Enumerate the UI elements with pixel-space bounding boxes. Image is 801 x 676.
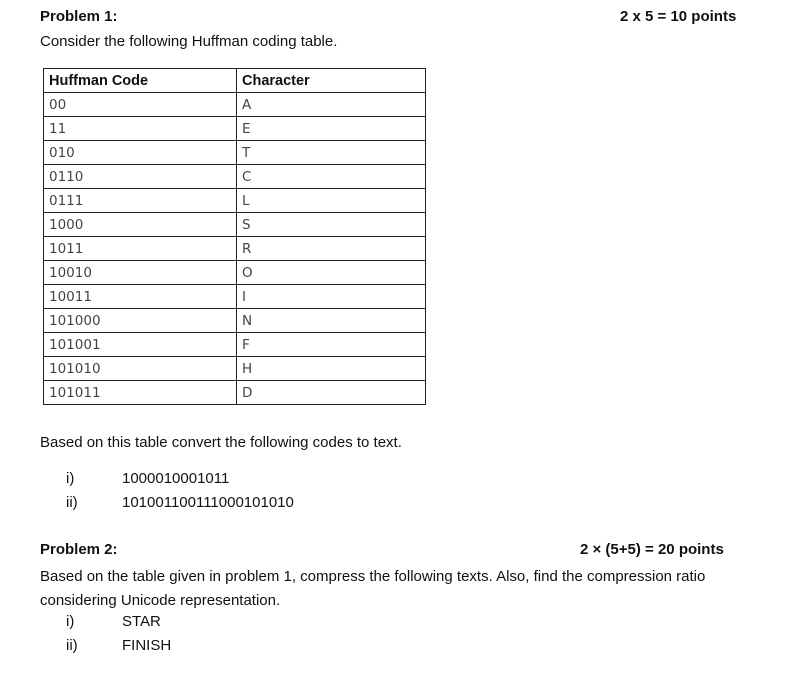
character-cell: F: [237, 333, 426, 357]
character-cell: T: [237, 141, 426, 165]
code-cell: 1000: [44, 213, 237, 237]
problem2-points: 2 × (5+5) = 20 points: [580, 541, 724, 558]
table-row: [44, 165, 426, 189]
table-row: [44, 141, 426, 165]
problem2-item-text: FINISH: [122, 637, 172, 654]
problem2-title: Problem 2:: [40, 541, 118, 558]
column-header-code: Huffman Code: [44, 69, 237, 93]
table-row: [44, 189, 426, 213]
character-cell: O: [237, 261, 426, 285]
problem1-title: Problem 1:: [40, 8, 118, 25]
problem2-item-number: ii): [66, 637, 78, 654]
problem2-text: Based on the table given in problem 1, compress the following texts. Also, find the compression ratio considering Unicode representation.: [40, 568, 706, 609]
character-cell: D: [237, 381, 426, 405]
table-row: [44, 333, 426, 357]
character-cell: N: [237, 309, 426, 333]
problem1-points: 2 x 5 = 10 points: [620, 8, 737, 25]
code-cell: 1011: [44, 237, 237, 261]
column-header-character: Character: [237, 69, 426, 93]
table-row: [44, 117, 426, 141]
character-cell: C: [237, 165, 426, 189]
table-row: [44, 261, 426, 285]
code-cell: 0111: [44, 189, 237, 213]
code-cell: 10010: [44, 261, 237, 285]
code-cell: 00: [44, 93, 237, 117]
table-header-row: [44, 69, 426, 93]
code-cell: 101011: [44, 381, 237, 405]
problem1-item-number: i): [66, 470, 75, 487]
code-cell: 11: [44, 117, 237, 141]
character-cell: H: [237, 357, 426, 381]
code-cell: 101001: [44, 333, 237, 357]
table-row: [44, 213, 426, 237]
problem2-item-text: STAR: [122, 613, 161, 630]
code-cell: 10011: [44, 285, 237, 309]
table-row: [44, 381, 426, 405]
character-cell: I: [237, 285, 426, 309]
code-cell: 101000: [44, 309, 237, 333]
problem1-intro: Consider the following Huffman coding table.: [40, 33, 338, 50]
problem1-item-code: 10100110011100010101​0: [122, 494, 294, 511]
table-row: [44, 309, 426, 333]
table-row: [44, 237, 426, 261]
table-row: [44, 357, 426, 381]
table-row: [44, 93, 426, 117]
table-row: [44, 285, 426, 309]
problem1-item-code: 1000010001011: [122, 470, 230, 487]
code-cell: 010: [44, 141, 237, 165]
character-cell: L: [237, 189, 426, 213]
problem2-item-number: i): [66, 613, 75, 630]
character-cell: E: [237, 117, 426, 141]
problem1-instruction: Based on this table convert the following codes to text.: [40, 434, 402, 451]
character-cell: R: [237, 237, 426, 261]
huffman-table: [43, 68, 426, 405]
character-cell: S: [237, 213, 426, 237]
code-cell: 101010: [44, 357, 237, 381]
character-cell: A: [237, 93, 426, 117]
code-cell: 0110: [44, 165, 237, 189]
problem1-item-number: ii): [66, 494, 78, 511]
